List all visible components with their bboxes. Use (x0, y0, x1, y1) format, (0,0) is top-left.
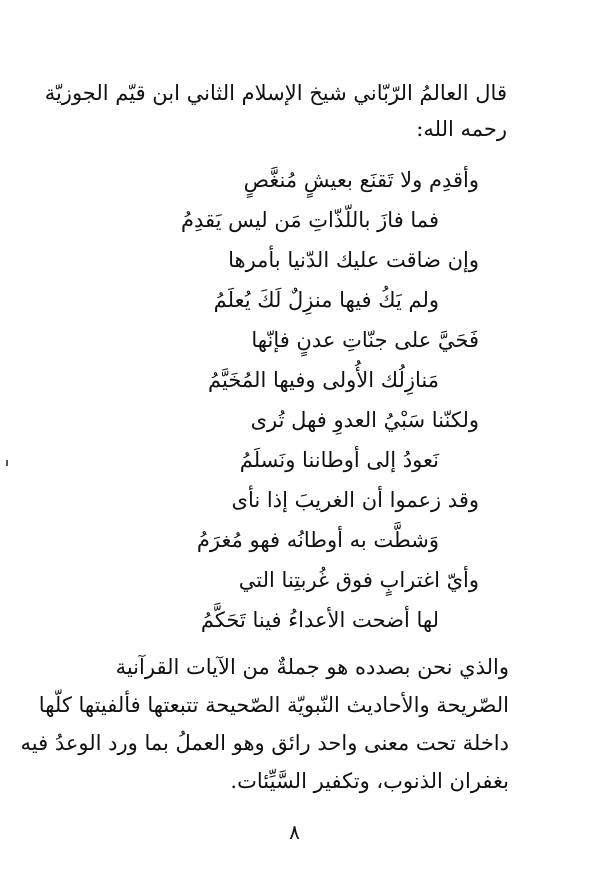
scan-artifact-mark (6, 460, 8, 466)
poem-verse-8: نَعودُ إلى أوطاننا ونَسلَمُ (239, 448, 439, 472)
poem-verse-5: فَحَيَّ على جنّاتِ عدنٍ فإنّها (251, 328, 479, 352)
poem-verse-4: ولم يَكُ فيها منزِلٌ لَكَ يُعلَمُ (213, 288, 439, 312)
intro-line-1: قال العالمُ الرّبّاني شيخ الإسلام الثاني ابن قيّم الجوزيّة (44, 81, 507, 105)
intro-line-2: رحمه الله: (416, 117, 507, 141)
paragraph-line-1: والذي نحن بصدده هو جملةٌ من الآيات القرآنية (115, 655, 509, 679)
poem-verse-7: ولكنّنا سَبْيُ العدوِ فهل تُرى (250, 408, 479, 432)
poem-verse-11: وأيّ اغترابٍ فوق غُربتِنا التي (238, 568, 479, 592)
poem-verse-6: مَنازِلُك الأُولى وفيها المُخَيَّمُ (208, 368, 439, 392)
page-number: ٨ (289, 820, 300, 844)
poem-verse-2: فما فازَ باللّذّاتِ مَن ليس يَقدِمُ (181, 208, 439, 232)
paragraph-line-2: الصّريحة والأحاديث النّبويّة الصّحيحة تتبعتها فألفيتها كلّها (38, 693, 509, 717)
poem-verse-12: لها أضحت الأعداءُ فينا تَحَكَّمُ (200, 608, 439, 632)
poem-verse-9: وقد زعموا أن الغريبَ إذا نأى (231, 488, 479, 512)
paragraph-line-4: بغفران الذنوب، وتكفير السَّيِّئات. (230, 769, 509, 793)
paragraph-line-3: داخلة تحت معنى واحد رائق وهو العملُ بما ورد الوعدُ فيه (20, 731, 509, 755)
poem-verse-10: وَشطَّت به أوطانُه فهو مُغرَمُ (196, 528, 439, 552)
poem-verse-3: وإن ضاقت عليك الدّنيا بأمرها (228, 248, 479, 272)
poem-verse-1: وأقدِم ولا تَقنَع بعيشٍ مُنغَّصٍ (243, 168, 479, 192)
